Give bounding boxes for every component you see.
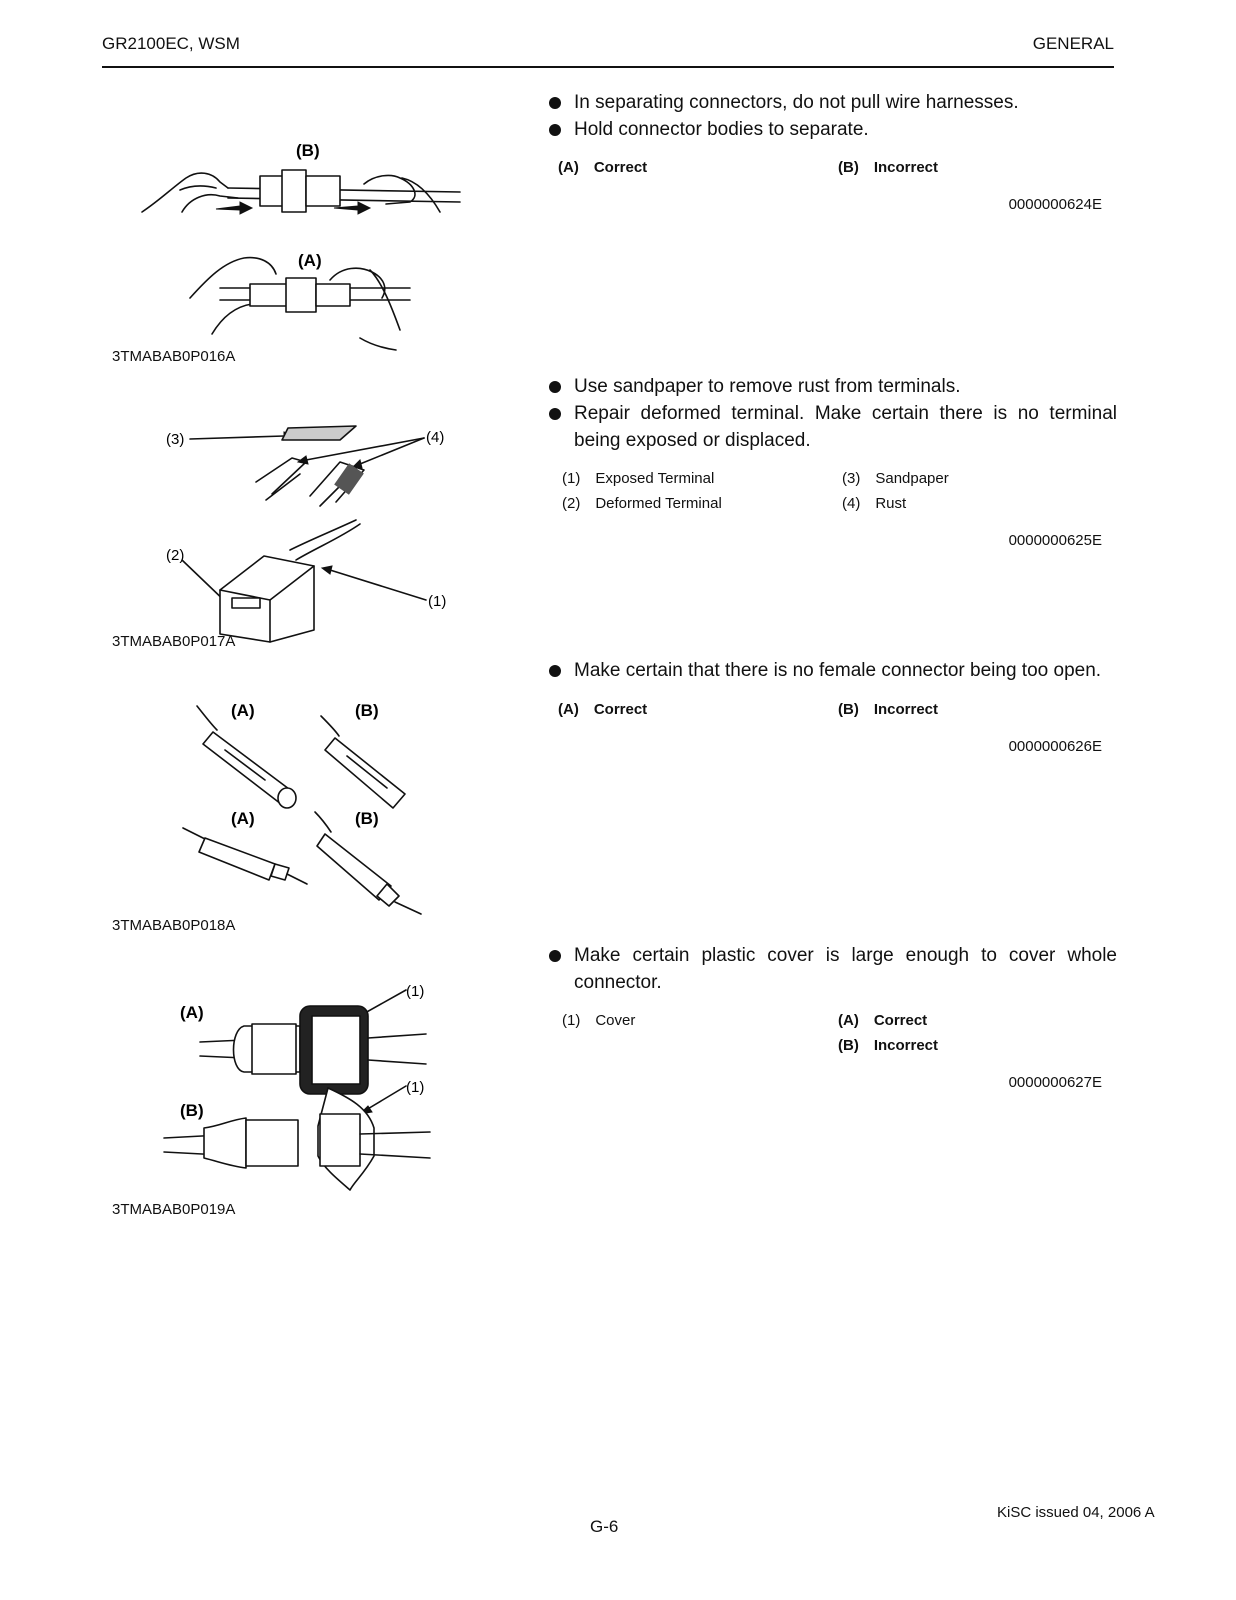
header-rule <box>102 66 1114 68</box>
figure-label-3: (3) <box>166 431 185 448</box>
figure-label-1-2: (1) <box>406 1079 425 1096</box>
figure-label-1: (1) <box>428 593 447 610</box>
figure-connector-separation <box>120 138 480 368</box>
reference-code: 0000000627E <box>1008 1074 1102 1091</box>
figure-label-b: (B) <box>296 141 320 160</box>
figure-label-a: (A) <box>298 251 322 270</box>
bullet-icon <box>549 381 561 393</box>
reference-code: 0000000625E <box>1008 532 1102 549</box>
issue-note: KiSC issued 04, 2006 A <box>997 1504 1155 1521</box>
legend-item: (3) Sandpaper <box>842 470 949 487</box>
section-title: GENERAL <box>1032 34 1114 53</box>
bullet-item: Make certain that there is no female connector being too open. <box>549 657 1117 684</box>
figure-id: 3TMABAB0P019A <box>112 1201 236 1218</box>
bullet-item: Repair deformed terminal. Make certain there is no terminal being exposed or displaced. <box>549 400 1117 454</box>
figure-label-2: (2) <box>166 547 185 564</box>
figure-id: 3TMABAB0P016A <box>112 348 236 365</box>
legend-item: (B) Incorrect <box>838 159 939 176</box>
bullet-icon <box>549 665 561 677</box>
figure-label-b: (B) <box>180 1101 204 1120</box>
bullet-item: Make certain plastic cover is large enough to cover whole connector. <box>549 942 1117 996</box>
figure-id: 3TMABAB0P017A <box>112 633 236 650</box>
bullet-icon <box>549 97 561 109</box>
legend-item: (1) Exposed Terminal <box>562 470 715 487</box>
figure-label-b: (B) <box>355 701 379 720</box>
figure-id: 3TMABAB0P018A <box>112 917 236 934</box>
figure-plastic-cover <box>160 978 460 1198</box>
legend-item: (2) Deformed Terminal <box>562 495 722 512</box>
page-number: G-6 <box>590 1517 619 1536</box>
bullet-icon <box>549 950 561 962</box>
figure-label-b-2: (B) <box>355 809 379 828</box>
figure-terminal-repair <box>160 420 480 660</box>
figure-label-a: (A) <box>231 701 255 720</box>
legend-item: (A) Correct <box>558 159 648 176</box>
figure-label-a-2: (A) <box>231 809 255 828</box>
legend-item: (B) Incorrect <box>838 701 939 718</box>
manual-title: GR2100EC, WSM <box>102 34 240 53</box>
figure-female-connector <box>175 692 455 922</box>
legend-item: (4) Rust <box>842 495 907 512</box>
figure-label-a: (A) <box>180 1003 204 1022</box>
bullet-icon <box>549 408 561 420</box>
legend-item: (B) Incorrect <box>838 1037 939 1054</box>
legend-item: (A) Correct <box>838 1012 928 1029</box>
figure-label-4: (4) <box>426 429 445 446</box>
figure-label-1: (1) <box>406 983 425 1000</box>
bullet-item: Use sandpaper to remove rust from terminals. <box>549 373 1117 400</box>
bullet-icon <box>549 124 561 136</box>
legend-item: (1) Cover <box>562 1012 636 1029</box>
bullet-item: Hold connector bodies to separate. <box>549 116 1117 143</box>
legend-item: (A) Correct <box>558 701 648 718</box>
reference-code: 0000000624E <box>1008 196 1102 213</box>
bullet-item: In separating connectors, do not pull wire harnesses. <box>549 89 1117 116</box>
reference-code: 0000000626E <box>1008 738 1102 755</box>
